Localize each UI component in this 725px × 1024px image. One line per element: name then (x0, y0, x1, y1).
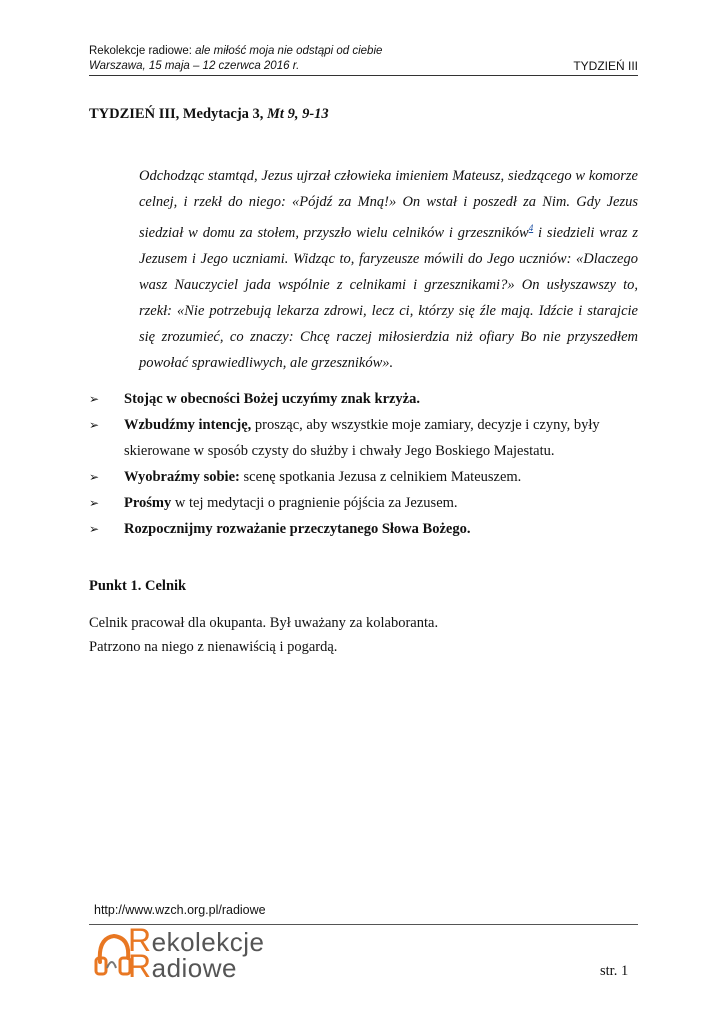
step-bold: Wzbudźmy intencję, (124, 417, 252, 433)
arrow-bullet-icon: ➢ (89, 496, 100, 510)
step-rest: scenę spotkania Jezusa z celnikiem Mateuszem. (239, 469, 522, 485)
paragraph-line: Patrzono na niego z nienawiścią i pogardą. (89, 639, 338, 655)
page-number: str. 1 (600, 963, 629, 979)
section-paragraph (89, 611, 438, 659)
step-bold: Prośmy (124, 495, 172, 511)
step-rest: prosząc, aby wszystkie moje zamiary, decyzje i czyny, były skierowane w sposób czysty do służby i chwały Jego Boskiego Majestatu. (124, 417, 600, 459)
header-week: TYDZIEŃ III (573, 59, 638, 73)
header-line-1 (89, 44, 638, 59)
step-bold: Stojąc w obecności Bożej uczyńmy znak krzyża. (124, 391, 420, 407)
header-title: ale miłość moja nie odstąpi od ciebie (195, 45, 383, 57)
header-dates: Warszawa, 15 maja – 12 czerwca 2016 r. (89, 60, 300, 72)
title-main: TYDZIEŃ III, Medytacja 3, (89, 106, 268, 122)
step-rest: w tej medytacji o pragnienie pójścia za Jezusem. (171, 495, 458, 511)
arrow-bullet-icon: ➢ (89, 470, 100, 484)
prayer-step (89, 412, 638, 464)
logo-line-2: Radiowe (128, 948, 238, 984)
prayer-steps-list (89, 386, 638, 542)
arrow-bullet-icon: ➢ (89, 418, 100, 432)
meditation-title (89, 106, 329, 123)
arrow-bullet-icon: ➢ (89, 522, 100, 536)
rekolekcje-radiowe-logo (94, 922, 294, 984)
prayer-step (89, 386, 638, 412)
footnote-link[interactable]: 4 (528, 223, 534, 233)
scripture-part-1: Odchodząc stamtąd, Jezus ujrzał człowieka imieniem Mateusz, siedzącego w komorze celnej, i rzekł do niego: «Pójdź za Mną!» On wstał i poszedł za Nim. Gdy Jezus siedział w domu za stołem, przyszło wielu celników i grzeszników (139, 168, 638, 241)
prayer-step (89, 490, 638, 516)
title-ref: Mt 9, 9-13 (267, 106, 329, 122)
scripture-passage (139, 163, 638, 376)
header-prefix: Rekolekcje radiowe: (89, 45, 196, 57)
section-title: Punkt 1. Celnik (89, 578, 187, 594)
logo-wordmark (128, 922, 265, 984)
page-header (89, 44, 638, 76)
footer-divider (89, 924, 638, 925)
step-bold: Wyobraźmy sobie: (124, 469, 240, 485)
scripture-part-2: i siedzieli wraz z Jezusem i Jego uczniami. Widząc to, faryzeusze mówili do Jego uczniów: «Dlaczego wasz Nauczyciel jada wspólnie z celnikami i grzesznikami?» On usłyszawszy to, rzekł: «Nie potrzebują lekarza zdrowi, lecz ci, którzy się źle mają. Idźcie i starajcie się zrozumieć, co znaczy: Chcę raczej miłosierdzia niż ofiary Bo nie przyszedłem powołać sprawiedliwych, ale grzeszników». (139, 224, 639, 371)
prayer-step (89, 464, 638, 490)
arrow-bullet-icon: ➢ (89, 392, 100, 406)
prayer-step (89, 516, 638, 542)
header-line-2 (89, 59, 638, 76)
logo-line-1: Rekolekcje (128, 922, 265, 958)
step-bold: Rozpocznijmy rozważanie przeczytanego Słowa Bożego. (124, 521, 471, 537)
footer-url-link[interactable]: http://www.wzch.org.pl/radiowe (94, 903, 266, 917)
paragraph-line: Celnik pracował dla okupanta. Był uważany za kolaboranta. (89, 615, 439, 631)
